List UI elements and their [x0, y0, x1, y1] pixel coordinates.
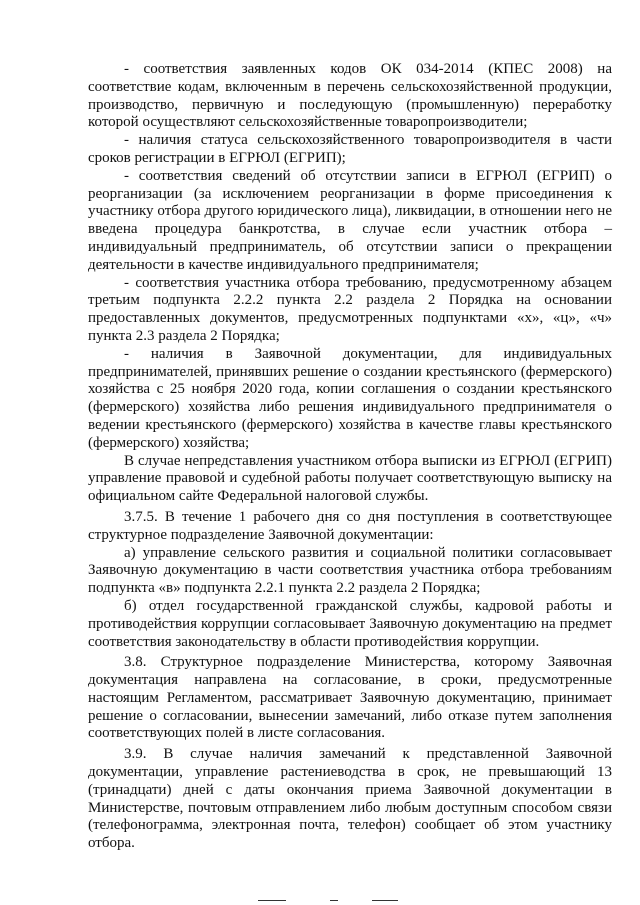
footer-rule-left [258, 900, 286, 901]
paragraph-producer-status: - наличия статуса сельскохозяйственного товаропроизводителя в части сроков регистрации в ЕГРЮЛ (ЕГРИП); [88, 132, 612, 166]
footer-rule-right [372, 900, 398, 901]
footer-rule-mid [330, 900, 338, 901]
paragraph-extract-missing: В случае непредставления участником отбора выписки из ЕГРЮЛ (ЕГРИП) управление правовой и судебной работы получает соответствующую выписку на официальном сайте Федеральной налоговой службы. [88, 452, 612, 505]
paragraph-3-9: 3.9. В случае наличия замечаний к представленной Заявочной документации, управление растениеводства в срок, не превышающий 13 (тринадцати) дней с даты окончания приема Заявочной документации в Министерстве, почтовым отправлением либо любым доступным способом связи (телефонограмма, электронная почта, телефон) сообщает об этом участнику отбора. [88, 746, 612, 852]
paragraph-item-b: б) отдел государственной гражданской службы, кадровой работы и противодействия коррупции согласовывает Заявочную документацию на предмет соответствия законодательству в области противодействия коррупции. [88, 597, 612, 650]
paragraph-requirement-compliance: - соответствия участника отбора требованию, предусмотренному абзацем третьим подпункта 2.2.2 пункта 2.2 раздела 2 Порядка на основании предоставленных документов, предусмотренных подпунктами «х», «ц», «ч» пункта 2.3 раздела 2 Порядка; [88, 274, 612, 344]
paragraph-egrul-records: - соответствия сведений об отсутствии записи в ЕГРЮЛ (ЕГРИП) о реорганизации (за исключением реорганизации в форме присоединения к участнику отбора другого юридического лица), ликвидации, в отношении него не введена процедура банкротства, в случае если участник отбора – индивидуальный предприниматель, об отсутствии записи о прекращении деятельности в качестве индивидуального предпринимателя; [88, 167, 612, 273]
paragraph-farm-agreement: - наличия в Заявочной документации, для индивидуальных предпринимателей, принявших решение о создании крестьянского (фермерского) хозяйства с 25 ноября 2020 года, копии соглашения о создании крестьянского (фермерского) хозяйства либо решения индивидуального предпринимателя о ведении крестьянского (фермерского) хозяйства в качестве главы крестьянского (фермерского) хозяйства; [88, 345, 612, 451]
paragraph-3-7-5: 3.7.5. В течение 1 рабочего дня со дня поступления в соответствующее структурное подразделение Заявочной документации: [88, 508, 612, 543]
paragraph-item-a: а) управление сельского развития и социальной политики согласовывает Заявочную документацию в части соответствия участника отбора требованиям подпункта «в» подпункта 2.2.1 пункта 2.2 раздела 2 Порядка; [88, 544, 612, 597]
paragraph-okpd-codes: - соответствия заявленных кодов ОК 034-2014 (КПЕС 2008) на соответствие кодам, включенным в перечень сельскохозяйственной продукции, производство, первичную и последующую (промышленную) переработку которой осуществляют сельскохозяйственные товаропроизводители; [88, 61, 612, 131]
paragraph-3-8: 3.8. Структурное подразделение Министерства, которому Заявочная документация направлена на согласование, в сроки, предусмотренные настоящим Регламентом, рассматривает Заявочную документацию, принимает решение о согласовании, вынесении замечаний, либо отказе путем заполнения соответствующих полей в листе согласования. [88, 654, 612, 742]
document-page [88, 61, 612, 853]
